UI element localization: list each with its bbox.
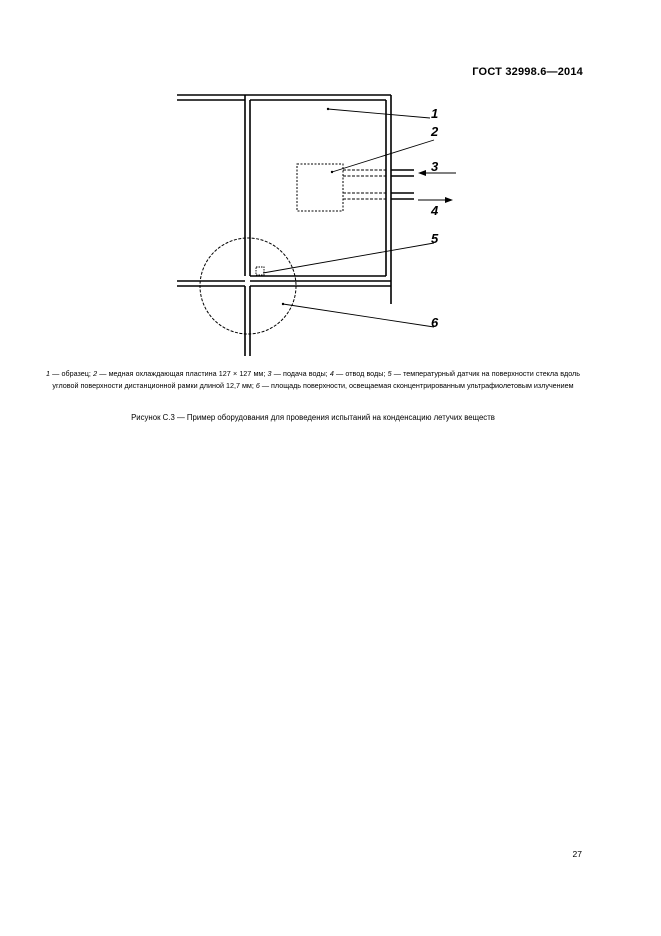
legend-num: 3: [267, 369, 272, 378]
legend-num: 2: [93, 369, 98, 378]
leader-line-5: [263, 243, 434, 273]
leader-dot: [327, 108, 329, 110]
callout-4: 4: [431, 203, 439, 218]
callout-3: 3: [431, 159, 439, 174]
inlet-arrowhead: [418, 170, 426, 176]
legend-text: — площадь поверхности, освещаемая сконцентрированным ультрафиолетовым излучением: [259, 381, 574, 390]
leader-dot: [331, 171, 333, 173]
temperature-sensor: [256, 267, 264, 275]
leader-line-6: [283, 304, 434, 327]
legend-text: — образец;: [50, 369, 94, 378]
legend-num: 6: [255, 381, 260, 390]
callout-1: 1: [431, 106, 439, 121]
figure-legend: [46, 368, 580, 392]
legend-text: — подача воды;: [271, 369, 330, 378]
legend-num: 5: [387, 369, 392, 378]
legend-text: — температурный датчик на поверхности стекла вдоль угловой поверхности дистанционной рамки длиной 12,7 мм;: [52, 369, 580, 390]
leader-line-1: [328, 109, 430, 118]
legend-num: 1: [46, 369, 50, 378]
legend-text: — отвод воды;: [333, 369, 388, 378]
page-number: 27: [572, 849, 582, 859]
outlet-arrowhead: [445, 197, 453, 203]
leader-line-2: [332, 140, 434, 172]
figure-caption: Рисунок С.3 — Пример оборудования для проведения испытаний на конденсацию летучих веществ: [131, 413, 495, 422]
figure-diagram: [170, 90, 460, 360]
callout-6: 6: [431, 315, 439, 330]
legend-num: 4: [329, 369, 334, 378]
callout-5: 5: [431, 231, 439, 246]
document-code: ГОСТ 32998.6—2014: [472, 66, 583, 78]
callout-2: 2: [431, 124, 439, 139]
legend-text: — медная охлаждающая пластина 127 × 127 мм;: [97, 369, 268, 378]
leader-dot: [282, 303, 284, 305]
figure-svg: [170, 90, 460, 360]
